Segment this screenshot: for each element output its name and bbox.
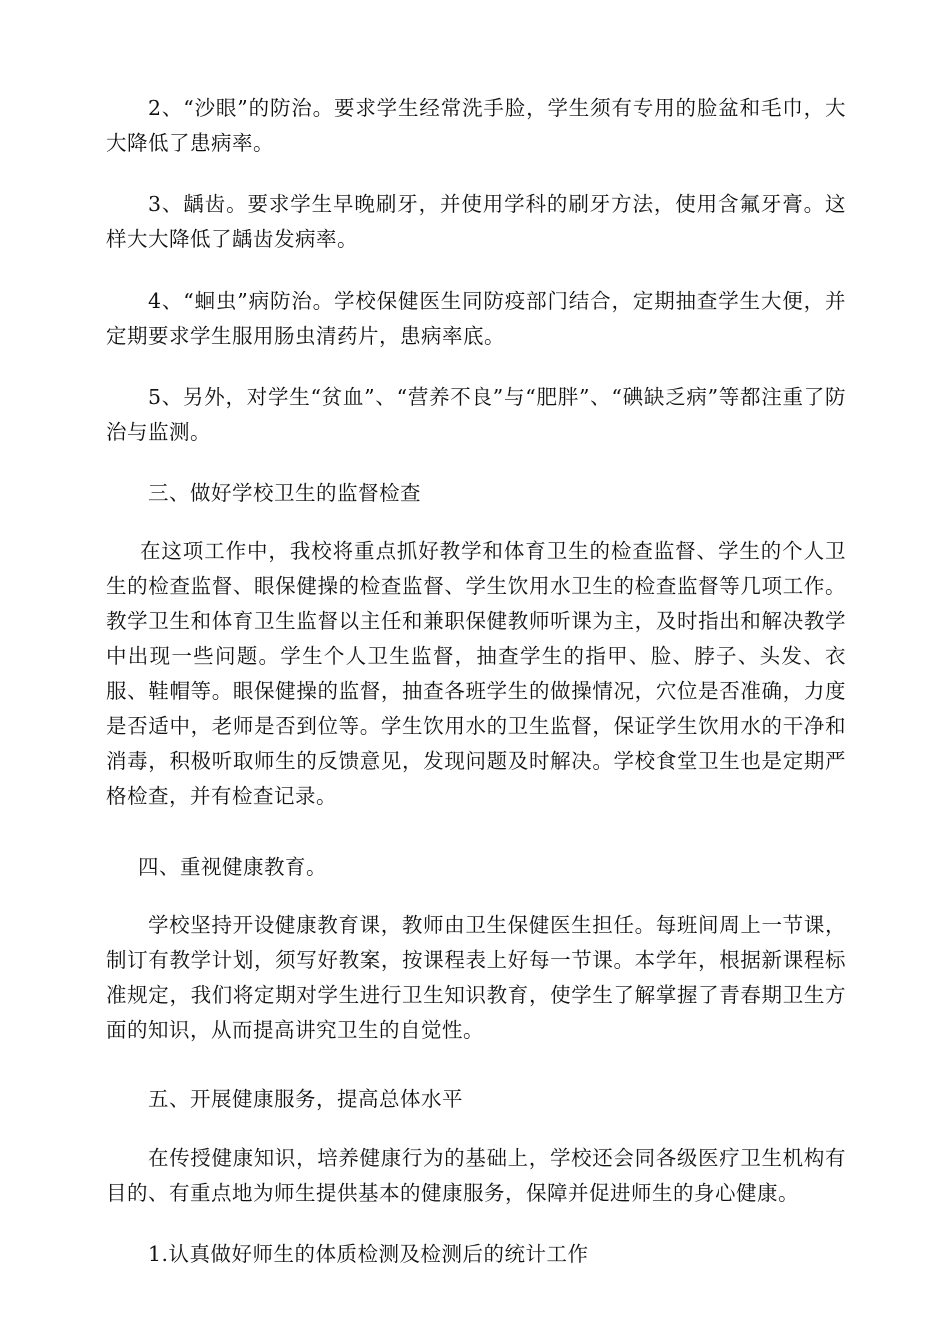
paragraph-trachoma: 2、“沙眼”的防治。要求学生经常洗手脸，学生须有专用的脸盆和毛巾，大大降低了患病率。 <box>106 96 846 155</box>
paragraph-supervision: 在这项工作中，我校将重点抓好教学和体育卫生的检查监督、学生的个人卫生的检查监督、眼保健操的检查监督、学生饮用水卫生的检查监督等几项工作。教学卫生和体育卫生监督以主任和兼职保健教师听课为主，及时指出和解决教学中出现一些问题。学生个人卫生监督，抽查学生的指甲、脸、脖子、头发、衣服、鞋帽等。眼保健操的监督，抽查各班学生的做操情况，穴位是否准确，力度是否适中，老师是否到位等。学生饮用水的卫生监督，保证学生饮用水的干净和消毒，积极听取师生的反馈意见，发现问题及时解决。学校食堂卫生也是定期严格检查，并有检查记录。 <box>106 539 846 808</box>
paragraph-health-services: 在传授健康知识，培养健康行为的基础上，学校还会同各级医疗卫生机构有目的、有重点地为师生提供基本的健康服务，保障并促进师生的身心健康。 <box>106 1146 846 1205</box>
subsection-heading-1: 1.认真做好师生的体质检测及检测后的统计工作 <box>148 1242 589 1266</box>
section-heading-3: 三、做好学校卫生的监督检查 <box>148 481 421 505</box>
paragraph-other-diseases: 5、另外，对学生“贫血”、“营养不良”与“肥胖”、“碘缺乏病”等都注重了防治与监测。 <box>106 385 846 444</box>
section-heading-5: 五、开展健康服务，提高总体水平 <box>148 1087 463 1111</box>
section-heading-4: 四、重视健康教育。 <box>138 855 327 879</box>
paragraph-dental-caries: 3、龋齿。要求学生早晚刷牙，并使用学科的刷牙方法，使用含氟牙膏。这样大大降低了龋齿发病率。 <box>106 192 846 251</box>
paragraph-health-education: 学校坚持开设健康教育课，教师由卫生保健医生担任。每班间周上一节课，制订有教学计划，须写好教案，按课程表上好每一节课。本学年，根据新课程标准规定，我们将定期对学生进行卫生知识教育，使学生了解掌握了青春期卫生方面的知识，从而提高讲究卫生的自觉性。 <box>106 913 846 1042</box>
paragraph-roundworm: 4、“蛔虫”病防治。学校保健医生同防疫部门结合，定期抽查学生大便，并定期要求学生服用肠虫清药片，患病率底。 <box>106 289 846 348</box>
